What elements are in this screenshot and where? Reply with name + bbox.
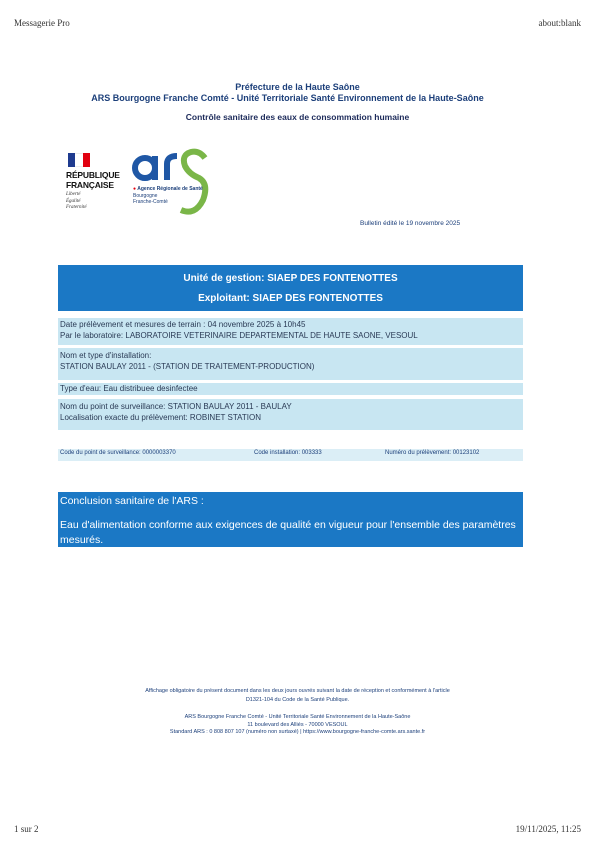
sampling-info — [58, 318, 523, 345]
footer-notice-2: D1321-104 du Code de la Santé Publique. — [245, 697, 350, 703]
republique-francaise-logo — [66, 153, 126, 212]
browser-url: about:blank — [538, 18, 581, 28]
browser-title: Messagerie Pro — [14, 18, 70, 28]
footer-contact: Standard ARS : 0 808 807 107 (numéro non surtaxé) | https://www.bourgogne-franche-comte.ars.sante.fr — [169, 729, 426, 735]
footer-address-1: ARS Bourgogne Franche Comté - Unité Territoriale Santé Environnement de la Haute-Saône — [184, 714, 411, 720]
point-code: Code du point de surveillance: 0000003370 — [60, 450, 176, 456]
rf-motto-fraternite: Fraternité — [66, 205, 87, 210]
rf-motto-egalite: Égalité — [66, 198, 81, 204]
conclusion-text: Eau d'alimentation conforme aux exigences de qualité en vigueur pour l'ensemble des paramètres mesurés. — [60, 519, 516, 546]
print-date: 19/11/2025, 11:25 — [515, 824, 581, 834]
installation-code: Code installation: 003333 — [254, 450, 322, 456]
rf-motto-liberte: Liberté — [66, 192, 81, 197]
water-type-info — [58, 383, 523, 395]
ars-agency: ● Agence Régionale de Santé — [133, 186, 203, 192]
header-prefecture: Préfecture de la Haute Saône — [235, 82, 360, 92]
bulletin-date: Bulletin édité le 19 novembre 2025 — [360, 220, 461, 227]
french-flag-icon — [68, 153, 90, 167]
installation-label: Nom et type d'installation: — [60, 351, 152, 360]
installation-info — [58, 348, 523, 380]
codes-strip — [58, 449, 523, 461]
ars-region-2: Franche-Comté — [133, 199, 168, 205]
header-control: Contrôle sanitaire des eaux de consommation humaine — [185, 112, 410, 122]
monitoring-point: Nom du point de surveillance: STATION BAULAY 2011 - BAULAY — [60, 402, 292, 411]
footer-address-2: 11 boulevard des Alliés - 70000 VESOUL — [247, 722, 348, 728]
laboratory: Par le laboratoire: LABORATOIRE VETERINAIRE DEPARTEMENTAL DE HAUTE SAONE, VESOUL — [60, 331, 418, 340]
installation-value: STATION BAULAY 2011 - (STATION DE TRAITEMENT-PRODUCTION) — [60, 362, 315, 371]
ars-logo — [131, 144, 211, 219]
sampling-location: Localisation exacte du prélèvement: ROBINET STATION — [60, 413, 261, 422]
footer-notice-1: Affichage obligatoire du présent document dans les deux jours ouvrés suivant la date de réception et conformément à l'article — [145, 688, 450, 694]
operator: Exploitant: SIAEP DES FONTENOTTES — [58, 289, 523, 311]
sampling-date: Date prélèvement et mesures de terrain : 04 novembre 2025 à 10h45 — [60, 320, 306, 329]
management-unit: Unité de gestion: SIAEP DES FONTENOTTES — [58, 265, 523, 289]
ars-subtitle — [133, 186, 203, 206]
sample-number: Numéro du prélèvement: 00123102 — [385, 450, 480, 456]
conclusion-box — [58, 492, 523, 547]
conclusion-title: Conclusion sanitaire de l'ARS : — [60, 495, 204, 507]
water-type: Type d'eau: Eau distribuee desinfectee — [60, 384, 198, 393]
page-number: 1 sur 2 — [14, 824, 39, 834]
ars-region-1: Bourgogne — [133, 192, 158, 199]
rf-line2: FRANÇAISE — [66, 180, 114, 190]
monitoring-info — [58, 399, 523, 430]
rf-line1: RÉPUBLIQUE — [66, 170, 120, 180]
header-ars: ARS Bourgogne Franche Comté - Unité Territoriale Santé Environnement de la Haute-Saône — [91, 93, 484, 103]
